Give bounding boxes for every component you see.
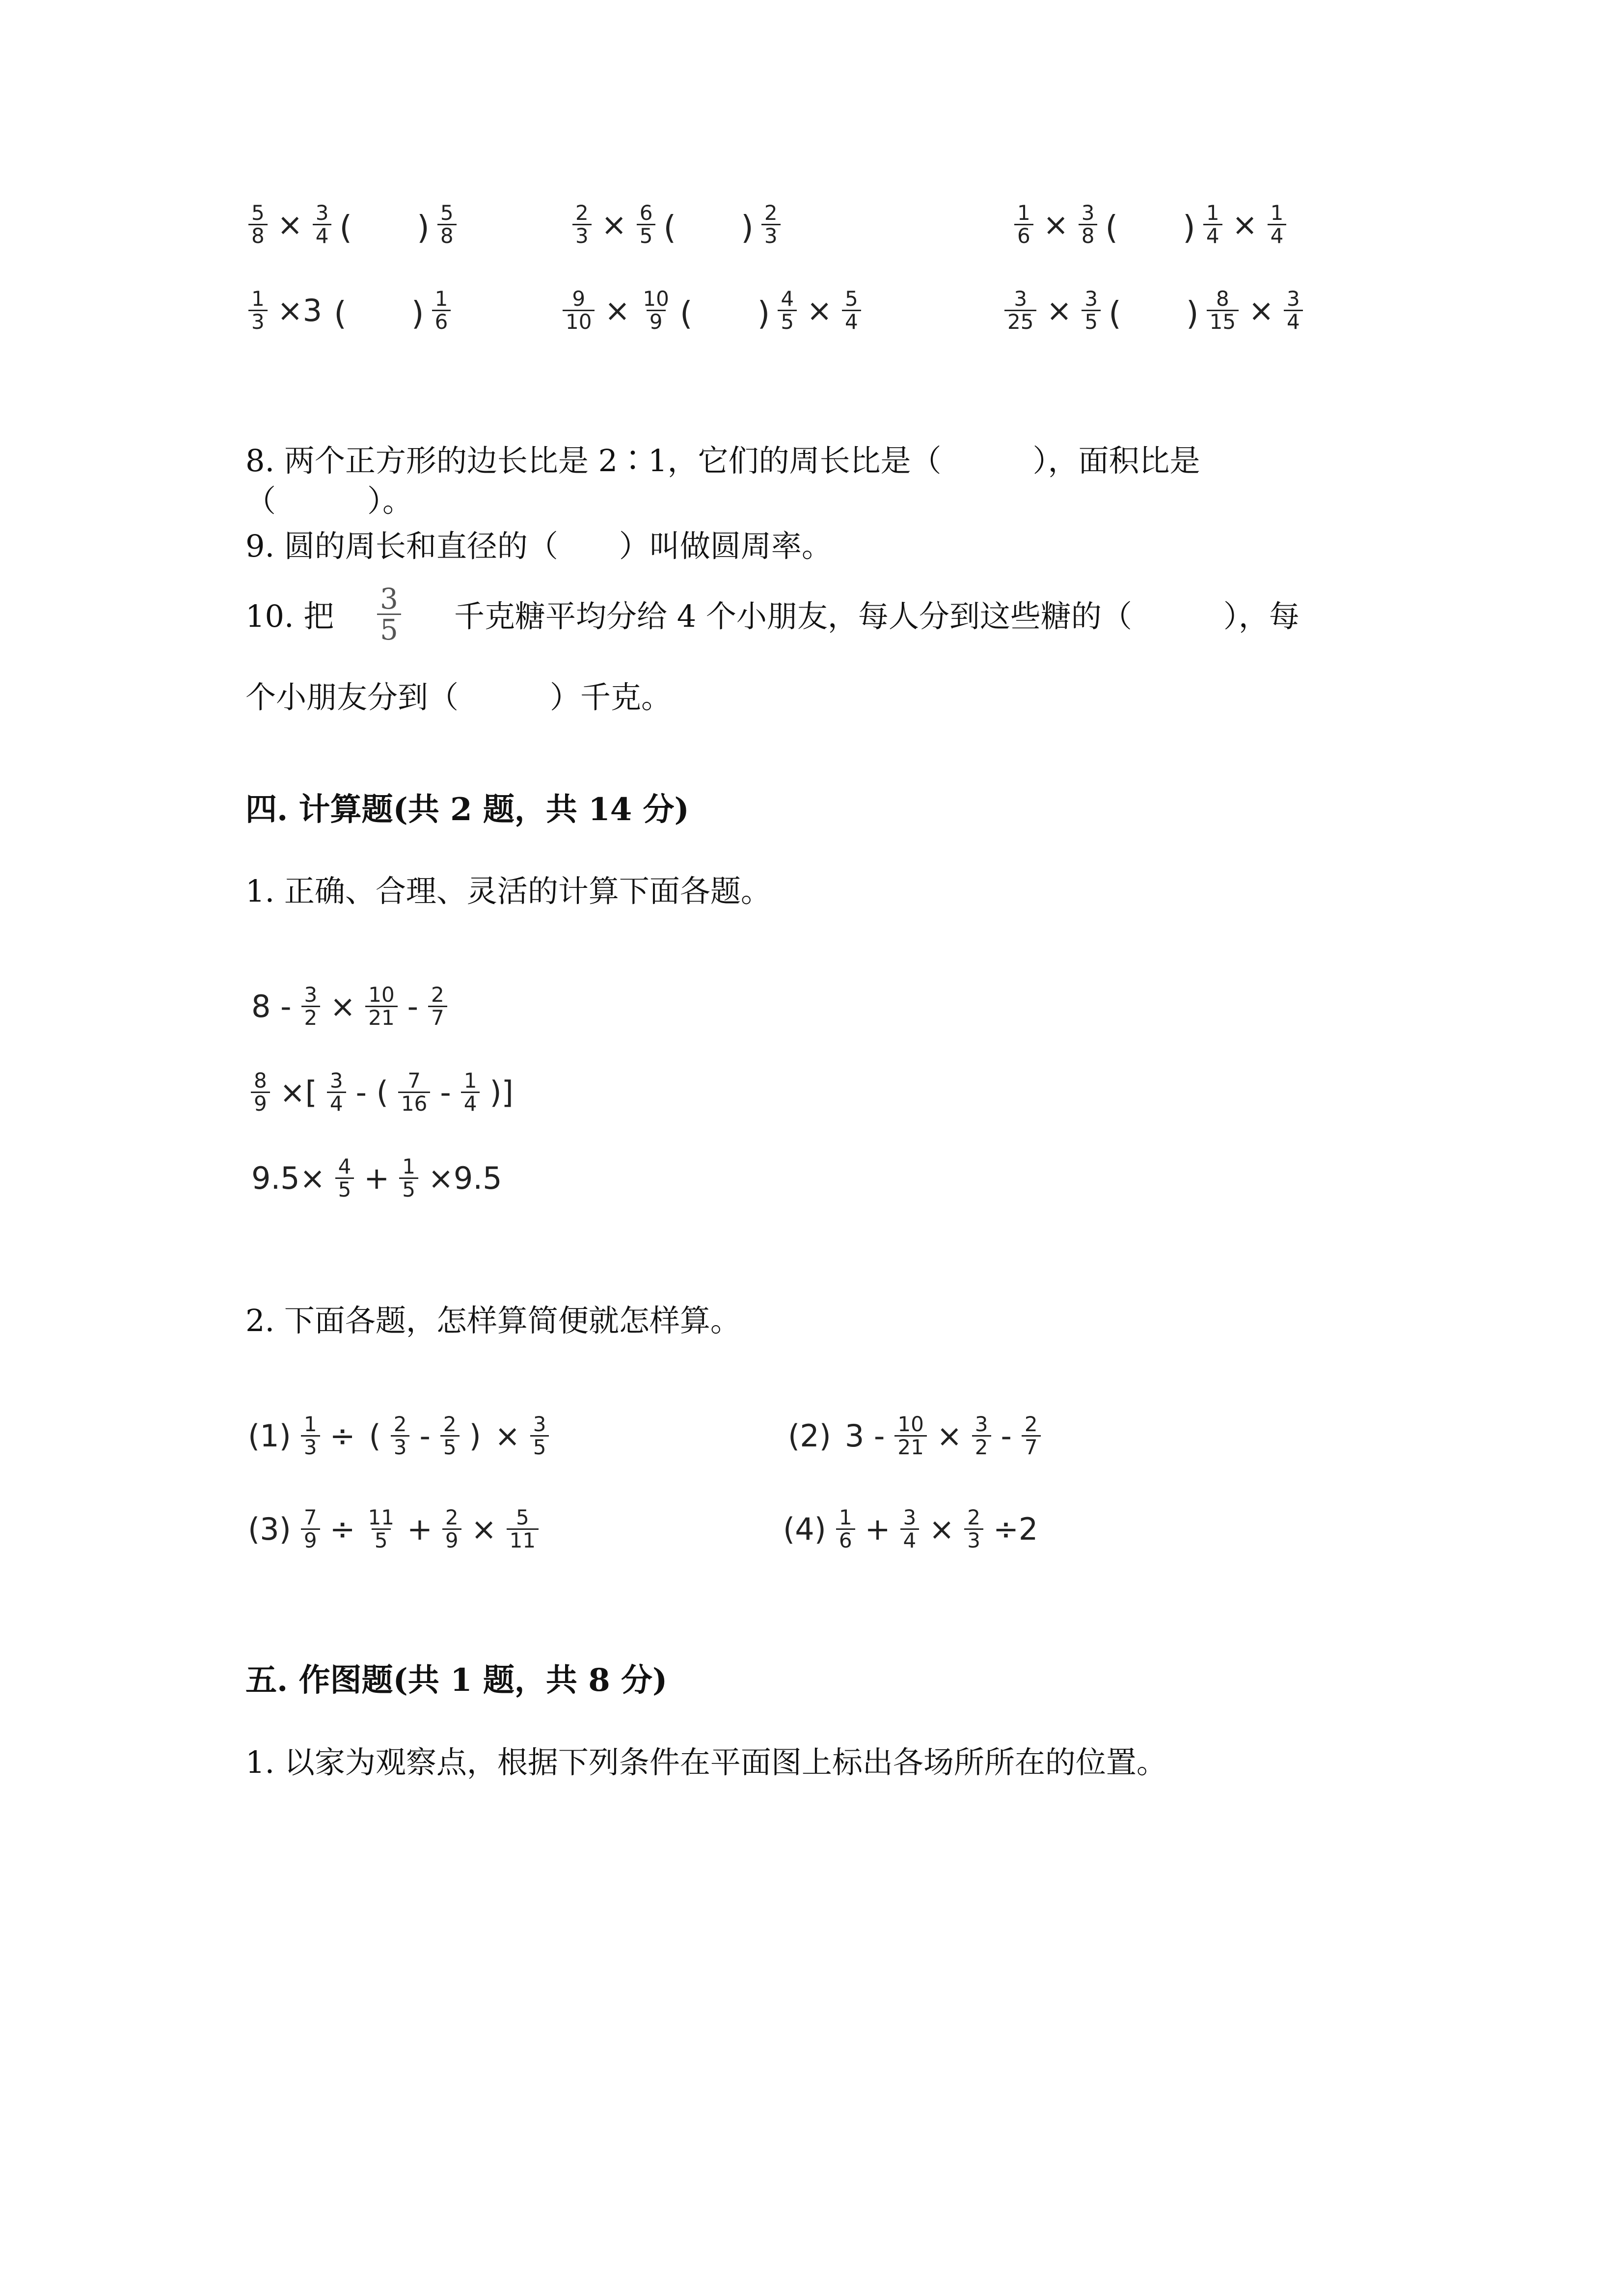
fraction: $\frac{1}{5}$: [399, 1156, 418, 1200]
question-10-fraction: [374, 584, 404, 645]
fraction: $\frac{1}{4}$: [1203, 202, 1222, 246]
fraction: $\frac{3}{8}$: [1079, 202, 1098, 246]
compare-item: $\frac{2}{3}$ × $\frac{6}{5}$ ( ) $\frac{2}{3}$: [569, 201, 784, 248]
fraction: $\frac{7}{16}$: [398, 1070, 430, 1114]
fraction: $\frac{10}{9}$: [643, 287, 669, 334]
calc-part-3: (3) $\frac{7}{9}$ ÷ $\frac{11}{5}$ + $\frac{2}{9}$ × $\frac{5}{11}$: [248, 1507, 541, 1551]
fraction: $\frac{6}{5}$: [637, 202, 656, 246]
fraction: $\frac{2}{7}$: [1022, 1414, 1041, 1458]
fraction: $\frac{5}{11}$: [507, 1507, 539, 1551]
fraction: $\frac{3}{5}$: [530, 1414, 549, 1458]
fraction: $\frac{2}{9}$: [442, 1507, 461, 1551]
calc-expr-1: 8 - $\frac{3}{2}$ × $\frac{10}{21}$ - $\frac{2}{7}$: [251, 984, 450, 1028]
section-4-q1: 1. 正确、合理、灵活的计算下面各题。: [245, 873, 771, 909]
fraction: $\frac{1}{4}$: [1268, 202, 1287, 246]
fraction: $\frac{3}{5}$: [1082, 288, 1101, 332]
fraction: $\frac{4}{5}$: [335, 1156, 354, 1200]
calc-expr-3: 9.5× $\frac{4}{5}$ + $\frac{1}{5}$ ×9.5: [251, 1154, 502, 1201]
fraction: $\frac{8}{15}$: [1207, 288, 1239, 332]
question-8-line2: （ ）。: [245, 483, 413, 519]
fraction: $\frac{2}{3}$: [572, 202, 592, 246]
calc-expr-2: $\frac{8}{9}$ ×[ $\frac{3}{4}$ - ( $\frac{7}{16}$ - $\frac{1}{4}$ )]: [248, 1070, 520, 1114]
answer-blank[interactable]: ( ): [1109, 294, 1199, 332]
calc-part-2: (2) 3 - $\frac{10}{21}$ × $\frac{3}{2}$ - $\frac{2}{7}$: [788, 1414, 1044, 1458]
fraction: $\frac{9}{10}$: [563, 288, 595, 332]
fraction: $\frac{11}{5}$: [368, 1505, 394, 1552]
fraction: $\frac{2}{3}$: [761, 202, 781, 246]
fraction: $\frac{4}{5}$: [778, 288, 797, 332]
fraction: $\frac{10}{21}$: [894, 1414, 926, 1458]
fraction: $\frac{1}{3}$: [301, 1414, 320, 1458]
compare-item: $\frac{1}{3}$ ×3 ( ) $\frac{1}{6}$: [245, 287, 454, 334]
fraction: $\frac{8}{9}$: [251, 1070, 270, 1114]
fraction: $\frac{5}{8}$: [437, 202, 457, 246]
calc-part-4: (4) $\frac{1}{6}$ + $\frac{3}{4}$ × $\frac{2}{3}$ ÷2: [783, 1505, 1038, 1552]
compare-item: $\frac{9}{10}$ × $\frac{10}{9}$ ( ) $\frac{4}{5}$ × $\frac{5}{4}$: [560, 287, 864, 334]
fraction: $\frac{5}{8}$: [248, 202, 268, 246]
question-9: 9. 圆的周长和直径的（ ）叫做圆周率。: [245, 528, 832, 564]
fraction: $\frac{1}{6}$: [1014, 202, 1033, 246]
question-10-line2: 个小朋友分到（ ）千克。: [245, 679, 672, 715]
calc-part-1: (1) $\frac{1}{3}$ ÷ ( $\frac{2}{3}$ - $\frac{2}{5}$ ) × $\frac{3}{5}$: [248, 1414, 552, 1458]
fraction: $\frac{7}{9}$: [301, 1507, 320, 1551]
fraction: $\frac{3}{2}$: [301, 984, 321, 1028]
answer-blank[interactable]: ( ): [1105, 209, 1195, 246]
fraction: $\frac{3}{4}$: [1284, 288, 1303, 332]
fraction: $\frac{1}{6}$: [836, 1507, 855, 1551]
fraction: $\frac{1}{4}$: [461, 1070, 480, 1114]
fraction: $\frac{2}{5}$: [440, 1414, 460, 1458]
fraction: $\frac{3}{4}$: [327, 1070, 346, 1114]
question-10-prefix: 10. 把: [245, 598, 334, 634]
fraction: $\frac{2}{3}$: [391, 1414, 410, 1458]
fraction: $\frac{10}{21}$: [365, 984, 397, 1028]
fraction: $\frac{3}{4}$: [313, 202, 332, 246]
fraction: $\frac{5}{4}$: [842, 288, 861, 332]
compare-item: $\frac{5}{8}$ × $\frac{3}{4}$ ( ) $\frac{5}{8}$: [245, 201, 460, 248]
answer-blank[interactable]: ( ): [679, 294, 770, 332]
fraction: $\frac{3}{25}$: [1004, 288, 1036, 332]
section-4-title: 四. 计算题(共 2 题，共 14 分): [245, 791, 689, 828]
question-10-suffix: 千克糖平均分给 4 个小朋友，每人分到这些糖的（ ），每: [454, 598, 1299, 634]
fraction: $\frac{3}{2}$: [972, 1414, 991, 1458]
fraction: $\frac{1}{6}$: [432, 288, 451, 332]
answer-blank[interactable]: ( ): [663, 209, 754, 246]
compare-item: $\frac{1}{6}$ × $\frac{3}{8}$ ( ) $\frac{1}{4}$ × $\frac{1}{4}$: [1011, 201, 1289, 248]
fraction: $\frac{3}{5}$: [377, 584, 401, 645]
fraction: $\frac{3}{4}$: [900, 1507, 920, 1551]
section-5-title: 五. 作图题(共 1 题，共 8 分): [245, 1662, 668, 1699]
fraction: $\frac{1}{3}$: [248, 288, 268, 332]
fraction: $\frac{2}{3}$: [964, 1507, 983, 1551]
answer-blank[interactable]: ( ): [334, 294, 424, 332]
compare-item: $\frac{3}{25}$ × $\frac{3}{5}$ ( ) $\frac{8}{15}$ × $\frac{3}{4}$: [1001, 287, 1306, 334]
question-8-line1: 8. 两个正方形的边长比是 2∶1，它们的周长比是（ ），面积比是: [245, 443, 1200, 479]
section-4-q2: 2. 下面各题，怎样算简便就怎样算。: [245, 1303, 741, 1338]
fraction: $\frac{2}{7}$: [428, 984, 447, 1028]
section-5-q1: 1. 以家为观察点，根据下列条件在平面图上标出各场所所在的位置。: [245, 1744, 1167, 1780]
answer-blank[interactable]: ( ): [339, 209, 430, 246]
